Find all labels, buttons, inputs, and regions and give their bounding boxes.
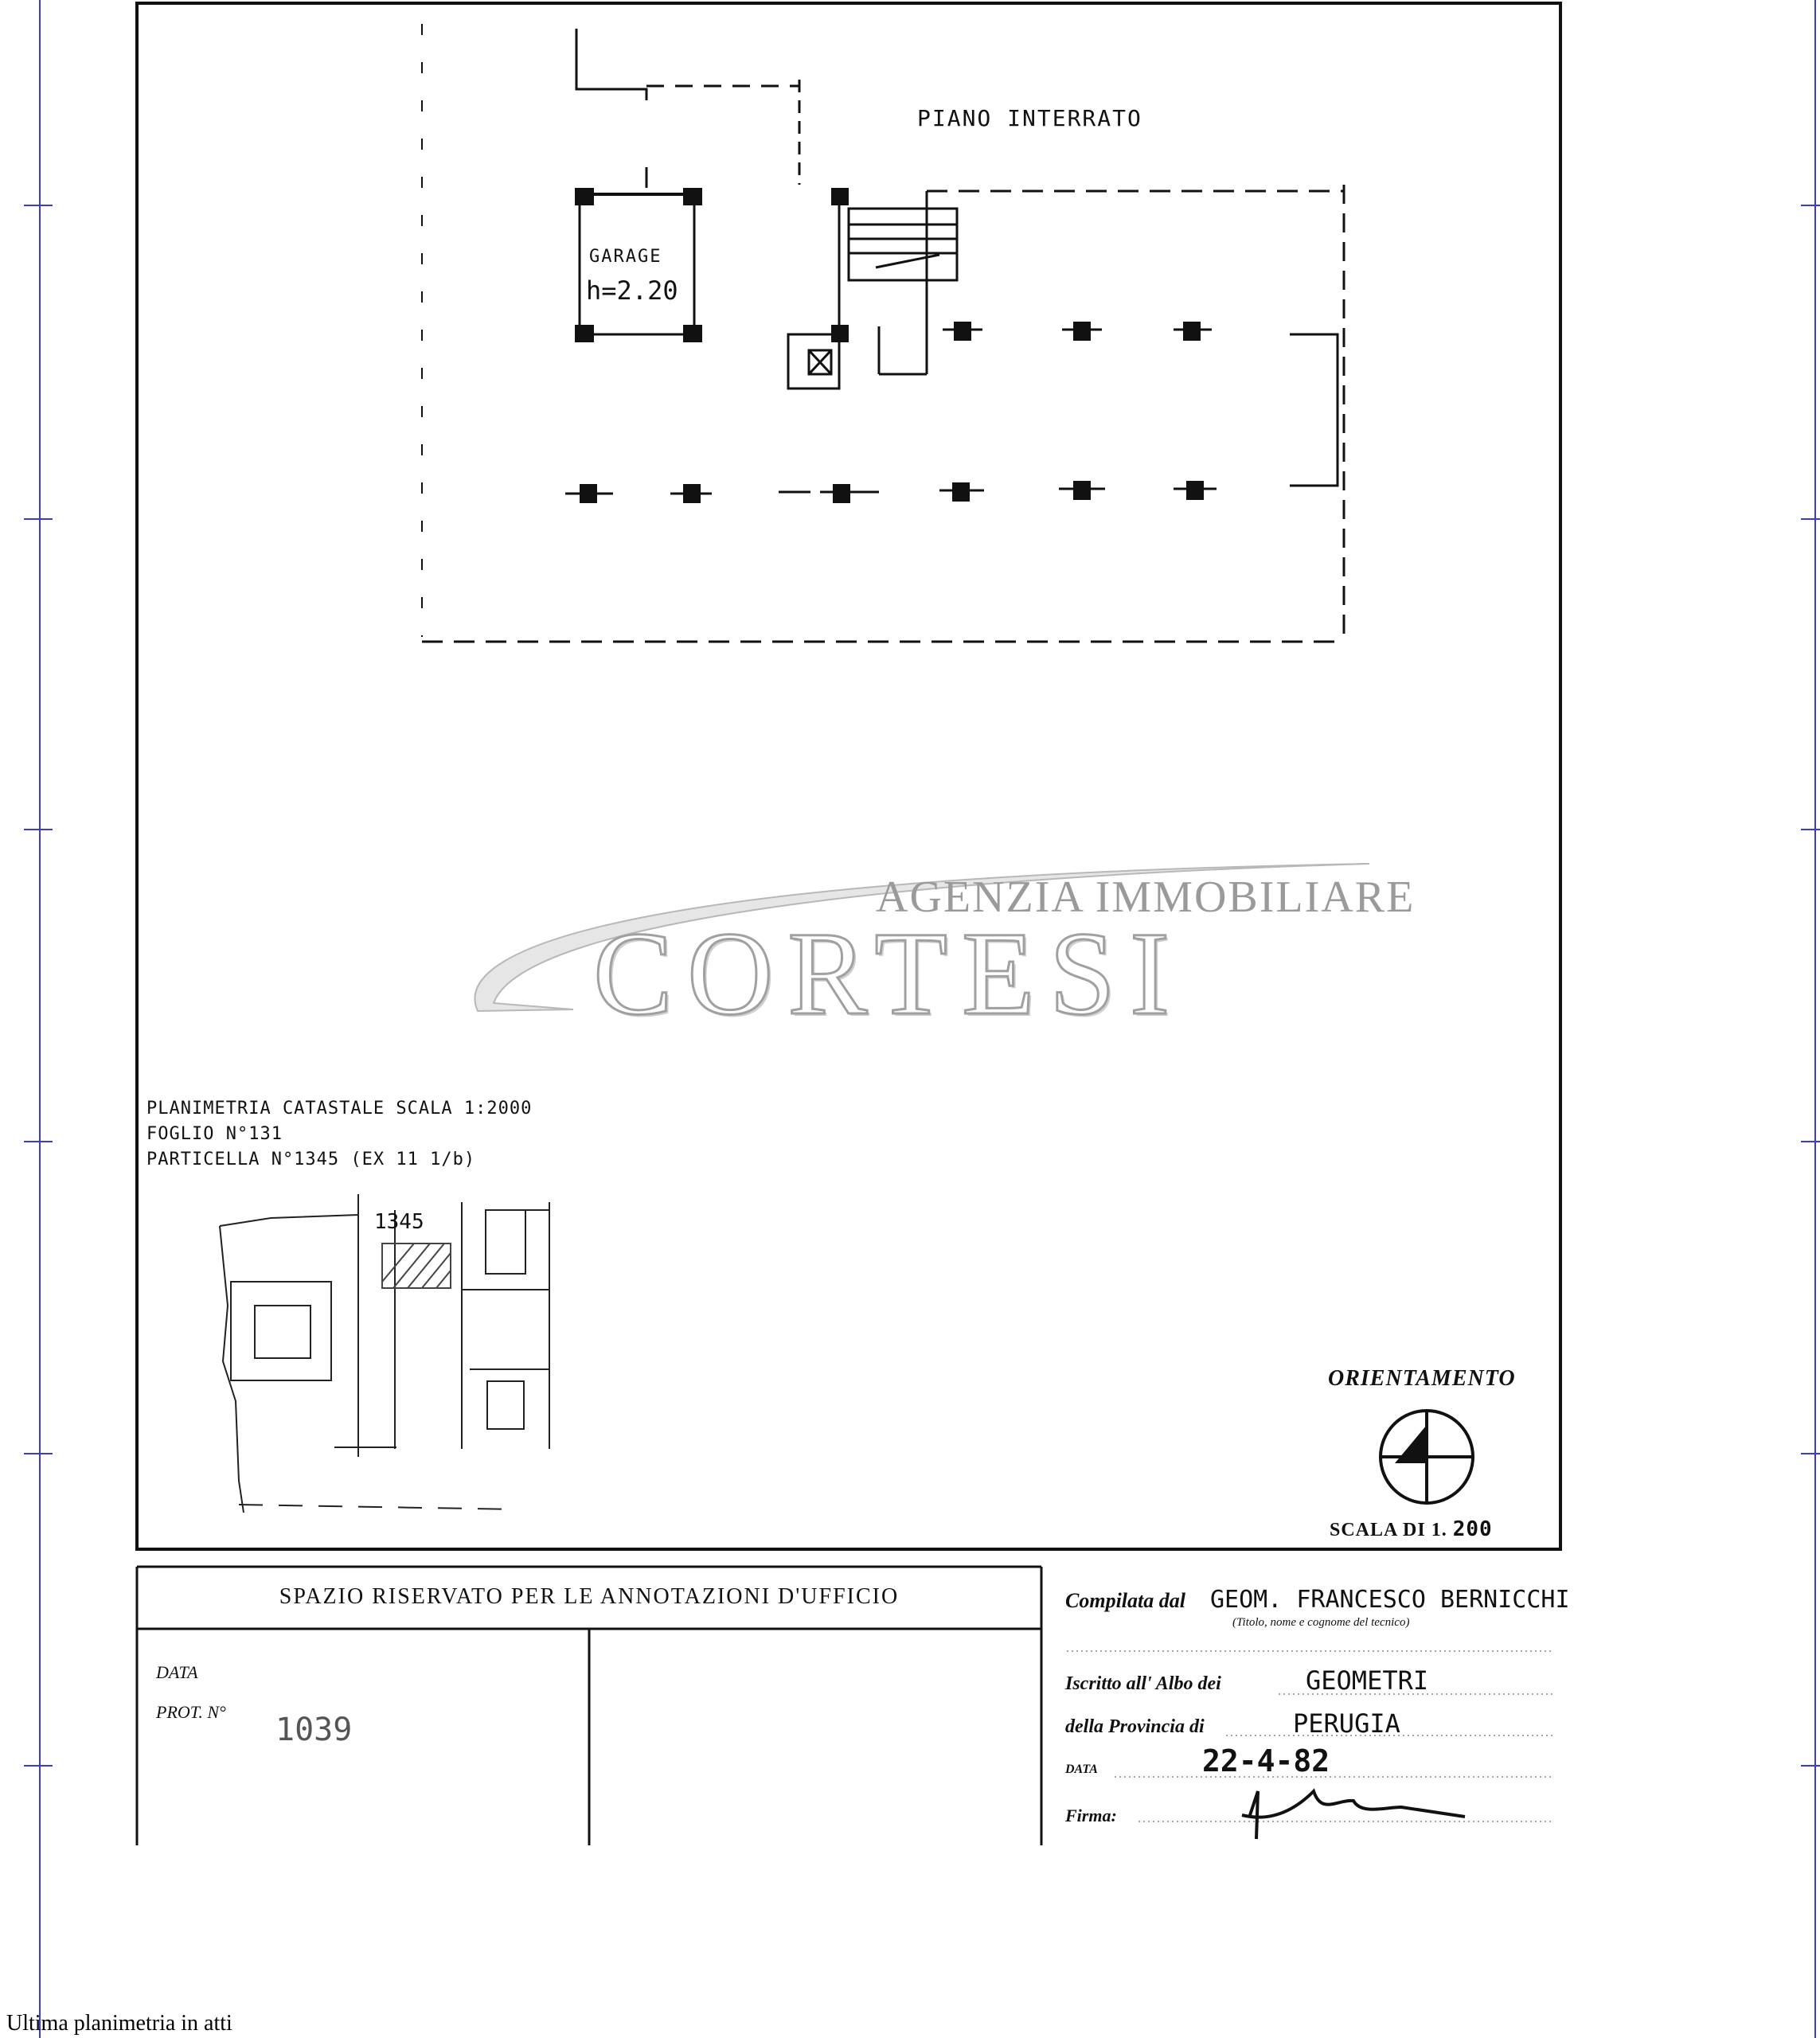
albo-label: Iscritto all' Albo dei — [1065, 1673, 1221, 1694]
cadastral-parcel: PARTICELLA N°1345 (EX 11 1/b) — [146, 1150, 476, 1169]
signature-scribble — [1242, 1791, 1465, 1839]
province-value: PERUGIA — [1293, 1708, 1400, 1739]
cadastral-sheet: FOGLIO N°131 — [146, 1124, 283, 1144]
parcel-tag: 1345 — [374, 1210, 424, 1234]
compiled-note: (Titolo, nome e cognome del tecnico) — [1232, 1616, 1410, 1629]
cadastral-sketch — [220, 1194, 549, 1513]
parcel-hatch — [382, 1243, 451, 1288]
garage-height: h=2.20 — [586, 275, 678, 306]
watermark-agency: AGENZIA IMMOBILIARE — [876, 873, 1416, 922]
date-value: 22-4-82 — [1202, 1743, 1330, 1778]
scale-text — [1330, 1517, 1493, 1541]
floor-plan — [422, 24, 1344, 642]
watermark-logo: CORTESI — [593, 908, 1185, 1040]
footer-caption: Ultima planimetria in atti — [6, 2011, 232, 2036]
office-prot-label: PROT. N° — [156, 1702, 226, 1722]
signature-label: Firma: — [1065, 1806, 1117, 1825]
garage-label: GARAGE — [589, 247, 662, 267]
province-label: della Provincia di — [1065, 1716, 1205, 1737]
orientation-title: ORIENTAMENTO — [1328, 1366, 1516, 1391]
compass-icon — [1381, 1411, 1473, 1503]
level-label: PIANO INTERRATO — [917, 105, 1142, 131]
scale-value: 200 — [1452, 1517, 1493, 1541]
albo-value: GEOMETRI — [1306, 1665, 1429, 1696]
cadastral-title: PLANIMETRIA CATASTALE SCALA 1:2000 — [146, 1099, 533, 1119]
date-label: DATA — [1065, 1763, 1098, 1776]
compiled-value: GEOM. FRANCESCO BERNICCHI — [1210, 1586, 1570, 1614]
office-date-label: DATA — [156, 1662, 198, 1682]
office-prot-value: 1039 — [275, 1712, 353, 1748]
compiled-label: Compilata dal — [1065, 1589, 1185, 1612]
plan-columns — [575, 188, 1204, 503]
scale-label: SCALA DI 1. — [1330, 1520, 1447, 1540]
office-heading: SPAZIO RISERVATO PER LE ANNOTAZIONI D'UFFICIO — [279, 1584, 900, 1609]
